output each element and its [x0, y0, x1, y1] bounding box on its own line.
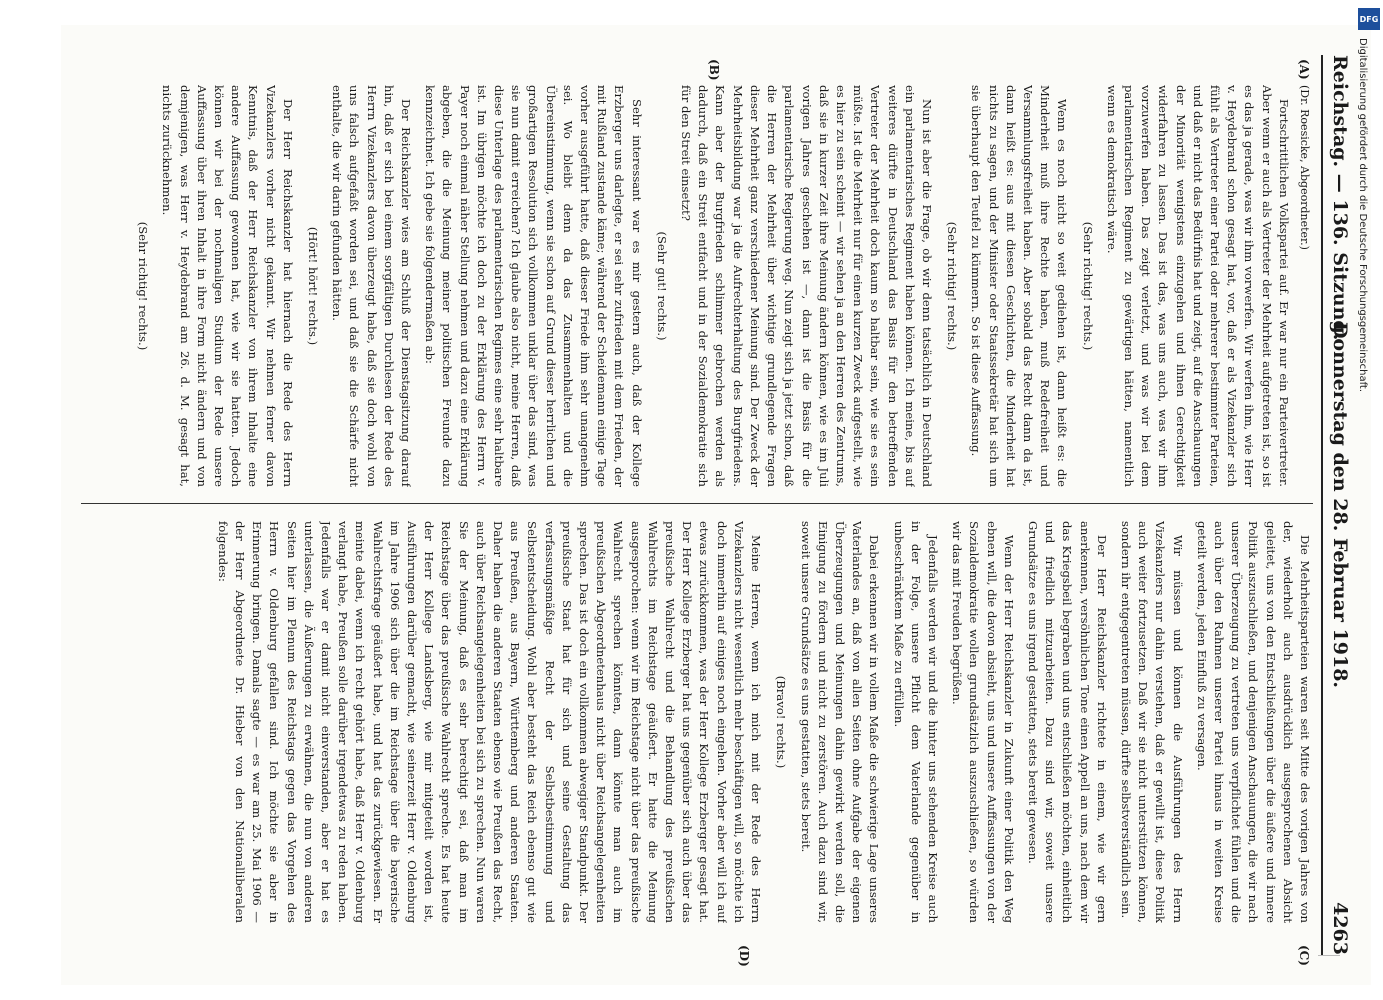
paragraph: Nun ist aber die Frage, ob wir denn tatsächlich in Deutschland ein parlamentarisches Regiment haben können. Ich meine, bis auf weiteres dürfte in Deutschland das Basis für den betreffenden Vertreter der Mehrheit doch kaum so haltbar sein, wie sie es sein müßte. Ist die Mehrheit nur für einen kurzen Zweck aufgestellt, wie es hier zu sein scheint — wir sehen ja an den Herren des Zentrums, daß sie in kurzer Zeit ihre Meinung ändern können, wie es im Juli vorigen Jahres geschehen ist —, dann ist die Basis für die parlamentarische Regierung weg. Nun zeigt sich ja jetzt schon, daß die Herren der Mehrheit über wichtige grundlegende Fragen dieser Mehrheit ganz verschiedener Meinung sind. Der Zweck der Mehrheitsbildung war ja die Aufrechterhaltung des Burgfriedens. Kann aber der Burgfrieden schlimmer gebrochen werden als dadurch, daß ein Streit entfacht und in der Sozialdemokratie sich für den Streit einsetzt? [679, 85, 934, 487]
header-left: Reichstag. — 136. Sitzung. [1329, 55, 1351, 341]
scan-edge-mark [1318, 955, 1340, 956]
paragraph: Meine Herren, wenn ich mich mit der Rede des Herrn Vizekanzlers nicht wesentlich mehr beschäftigen will, so möchte ich doch immerhin auf einiges noch eingehen. Vorher aber will ich auf etwas zurückkommen, was der Herr Kollege Erzberger gesagt hat. Der Herr Kollege Erzberger hat uns gegenüber sich auch über das preußische Wahlrecht und die Behandlung des preußischen Wahlrechts im Reichstage geäußert. Er hatte die Meinung ausgesprochen: wenn wir im Reichstage nicht über das preußische Wahlrecht sprechen könnten, dann könnte man auch im preußischen Abgeordnetenhaus nicht über Reichsangelegenheiten sprechen. Das ist doch ein vollkommen abwegiger Standpunkt. Der preußische Staat hat für sich und seine Gestaltung das verfassungsmäßige Recht der Selbstbestimmung und Selbstentscheidung. Wohl aber besteht das Reich ebenso gut wie aus Preußen, aus Bayern, Württemberg und anderen Staaten. Daher haben die anderen Staaten ebenso wie Preußen das Recht, auch über Reichsangelegenheiten bei sich zu sprechen. Nun waren Sie der Meinung, daß es sehr berechtigt sei, daß man im Reichstage über das preußische Wahlrecht spreche. Es hat heute der Herr Kollege Landsberg, wie mir mitgeteilt worden ist, Ausführungen darüber gemacht, wie seinerzeit Herr v. Oldenburg im Jahre 1906 sich über die im Reichstage über die bayerische Wahlrechtsfrage geäußert habe, und hat das zurückgewiesen. Er meinte dabei, wenn ich recht gehört habe, daß Herr v. Oldenburg verlangt habe, Preußen solle darüber irgendetwas zu reden haben. Jedenfalls war er damit nicht einverstanden, aber er hat es unterlassen, die Äußerungen zu erwähnen, die nun von anderen Seiten hier im Plenum des Reichstags gegen das Vorgehen des Herrn v. Oldenburg gefallen sind. Ich möchte sie aber in Erinnerung bringen. Damals sagte — es war am 25. Mai 1906 — der Herr Abgeordnete Dr. Hieber von den Nationalliberalen folgendes: [215, 521, 764, 923]
header-date: Donnerstag den 28. Februar 1918. [1329, 321, 1351, 689]
right-column [81, 521, 1313, 923]
paragraph: Fortschrittlichen Volkspartei auf. Er war nur ein Parteivertreter. Aber wenn er auch als Vertreter der Mehrheit aufgetreten ist, so ist es das ja gerade, was wir ihm vorwerfen. Wir werfen ihm, wie Herr v. Heydebrand schon gesagt hat, vor, daß er als Vizekanzler sich fühlt als Vertreter einer Partei oder mehrerer bestimmter Parteien, und daß er nicht das Bedürfnis hat und zeigt, auf die Anschauungen der Minorität wenigstens einzugehen und ihnen Gerechtigkeit widerfahren zu lassen. Das ist das, was uns auch, was wir ihm vorzuwerfen haben. Das zeigt verletzt, und was wir bei dem parlamentarischen Regiment zu gewärtigen hätten, namentlich wenn es demokratisch wäre. [1104, 85, 1291, 487]
interjection: (Sehr richtig! rechts.) [945, 221, 960, 351]
margin-marker-c: (C) [1297, 945, 1311, 966]
paragraph: Jedenfalls werden wir und die hinter uns stehenden Kreise auch in der Folge, unsere Pflicht dem Vaterlande gegenüber in unbeschränktem Maße zu erfüllen. [891, 521, 940, 923]
margin-marker-b: (B) [707, 59, 721, 81]
newspaper-page [61, 25, 1371, 985]
paragraph: Wenn der Herr Reichskanzler in Zukunft einer Politik den Weg ebnen will, die davon absieht, uns und unsere Auffassungen von der Sozialdemokratie wollen grundsätzlich auszuschließen, so würden wir das mit Freuden begrüßen. [950, 521, 1016, 923]
paragraph: Der Reichskanzler wies am Schluß der Dienstagsitzung darauf hin, daß er sich bei einem sorgfältigen Durchlesen der Rede des Herrn Vizekanzlers davon überzeugt habe, daß sie doch wohl von uns falsch aufgefaßt worden sei, und daß sie die Schärfe nicht enthalte, die wir darin gefunden hätten. [330, 85, 414, 487]
page-header [1321, 55, 1357, 955]
paragraph: Die Mehrheitsparteien waren seit Mitte des vorigen Jahres von der, wiederholt auch ausdrücklich ausgesprochenen Absicht geleitet, uns von den Entschließungen über die äußere und innere Politik auszuschließen, und denjenigen Anschauungen, die wir nach unserer Überzeugung zu vertreten uns verpflichtet fühlen und die auch über den Rahmen unserer Partei hinaus in weiten Kreise geteilt werden, jeden Einfluß zu versagen. [1194, 521, 1312, 923]
interjection: (Bravo! rechts.) [774, 675, 789, 769]
speaker-tag: (Dr. Roesicke, Abgeordneter.) [1298, 85, 1311, 250]
interjection: (Sehr richtig! rechts.) [136, 221, 151, 351]
left-column [81, 85, 1313, 487]
dfg-logo: DFG [1358, 8, 1380, 30]
paragraph: Wir müssen und können die Ausführungen des Herrn Vizekanzlers nur dahin verstehen, daß er gewillt ist, diese Politik auch weiter fortzusetzen. Daß wir sie nicht unterstützen können, sondern ihr entgegentreten müssen, dürfte selbstverständlich sein. [1118, 521, 1185, 923]
margin-marker-a: (A) [1297, 59, 1311, 80]
interjection: (Sehr gut! rechts.) [654, 231, 669, 341]
interjection: (Hört! hört! rechts.) [306, 226, 321, 346]
paragraph: Der Herr Reichskanzler richtete in einem, wie wir gern anerkennen, versöhnlichen Tone einen Appell an uns, nach dem wir das Kriegsbeil begraben und uns entschließen möchten, einheitlich und friedlich mitzuarbeiten. Dazu sind wir, soweit unsere Grundsätze es uns irgend gestatten, stets bereit gewesen. [1025, 521, 1109, 923]
paragraph: Sehr interessant war es mir gestern auch, daß der Kollege Erzberger uns darlegte, er sei sehr zufrieden mit dem Frieden, der mit Rußland zustande käme; während der Scheidemann einige Tage vorher ausgeführt hatte, daß dieser Friede ihm sehr unangenehm sei. Wo bleibt denn da das Zusammenhalten und die Übereinstimmung, wenn sie schon auf Grund dieser herrlichen und großartigen Resolution sich vollkommen unklar über das sind, was sie nun damit erreichen? Ich glaube also nicht, meine Herren, daß diese Unterlage des parlamentarischen Regimes eine sehr haltbare ist. Im übrigen möchte ich doch zu der Erklärung des Herrn v. Payer noch einmal näher Stellung nehmen und dazu eine Erklärung abgeben, die die Meinung meiner politischen Freunde dazu kennzeichnet. Ich gebe sie folgendermaßen ab: [423, 85, 644, 487]
paragraph: Dabei erkennen wir in vollem Maße die schwierige Lage unseres Vaterlandes an, daß von allen Seiten ohne Aufgabe der eigenen Überzeugungen und Meinungen dahin gewirkt werden soll, die Einigung zu fördern und nicht zu zerstören. Auch dazu sind wir, soweit unsere Grundsätze es uns gestatten, stets bereit. [798, 521, 882, 923]
paragraph: Der Herr Reichskanzler hat hiernach die Rede des Herrn Vizekanzlers vorher nicht gekannt. Wir nehmen ferner davon Kenntnis, daß der Herr Reichskanzler von ihrem Inhalte eine andere Auffassung gewonnen hat, wie wir sie hatten. Jedoch können wir bei der nochmaligen Studium der Rede unsere Auffassung über ihren Inhalt in ihre Form nicht ändern und von demjenigen, was Herr v. Heydebrand am 26. d. M. gesagt hat, nichts zurücknehmen. [160, 85, 295, 487]
margin-marker-d: (D) [737, 945, 751, 967]
digitization-credit: Digitalisierung gefördert durch die Deutsche Forschungsgemeinschaft. [1357, 38, 1368, 393]
paragraph: Wenn es noch nicht so weit gediehen ist, dann heißt es: die Minderheit muß ihre Rechte haben, muß Redefreiheit und Versammlungsfreiheit haben. Aber sobald das Recht dann da ist, dann heißt es: aus mit diesen Geschichten, die Minderheit hat nichts zu sagen, und der Minister oder Staatssekretär hat sich um sie überhaupt den Teufel zu kümmern. So ist diese Auffassung. [969, 85, 1070, 487]
column-divider [81, 503, 1313, 504]
interjection: (Sehr richtig! rechts.) [1080, 221, 1095, 351]
page-number: 4263 [1329, 902, 1351, 955]
